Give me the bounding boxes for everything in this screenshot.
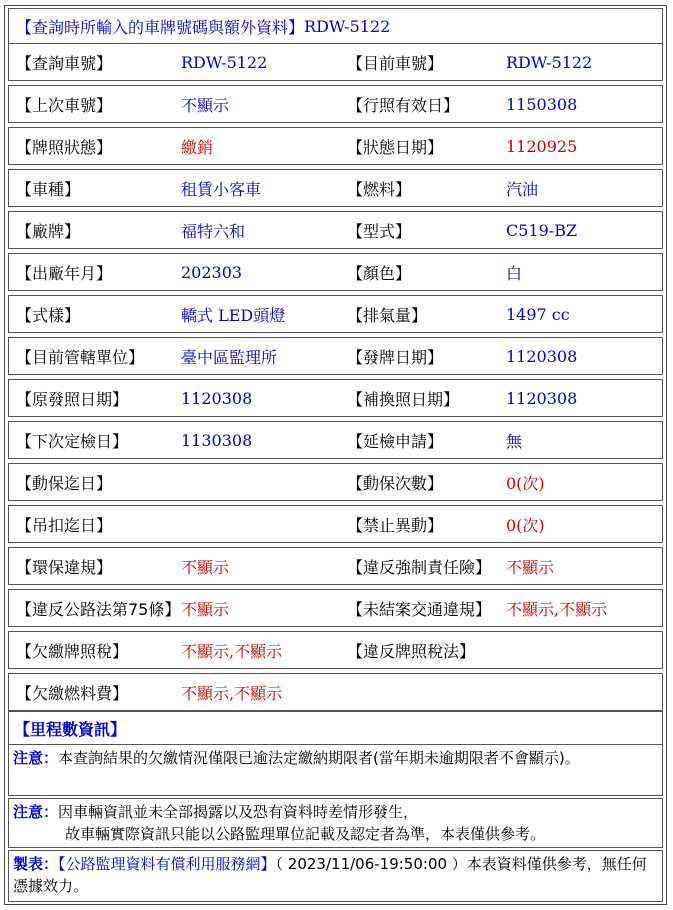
field-label: 【狀態日期】 [347, 137, 444, 157]
field-value: 福特六和 [181, 221, 246, 241]
field-label: 【延檢申請】 [347, 431, 444, 451]
field-value: 轎式 LED頭燈 [181, 305, 286, 325]
field-label: 【行照有效日】 [347, 95, 460, 115]
mileage-header: 【里程數資訊】 [14, 719, 127, 739]
field-label: 【牌照狀態】 [16, 137, 113, 157]
info-row [8, 589, 663, 627]
info-row [8, 631, 663, 669]
info-row [8, 673, 663, 711]
field-label: 【禁止異動】 [347, 515, 444, 535]
field-value: 1150308 [506, 94, 578, 114]
footer-text: （ 2023/11/06-19:50:00 ）本表資料僅供參考，無任何憑據效力。 [13, 855, 647, 895]
title-text [16, 9, 390, 43]
field-value: 不顯示,不顯示 [181, 683, 283, 703]
footer-source: 【公路監理資料有償利用服務網】 [58, 855, 276, 873]
field-label: 【違反公路法第75條】 [16, 599, 181, 619]
note-2-line2: 故車輛實際資訊只能以公路監理單位記載及認定者為準，本表僅供參考。 [65, 825, 546, 843]
field-label: 【式樣】 [16, 305, 81, 325]
info-row [8, 169, 663, 207]
field-label: 【違反牌照稅法】 [347, 641, 476, 661]
report-frame [4, 5, 667, 905]
info-row [8, 463, 663, 501]
info-row [8, 253, 663, 291]
field-value: 繳銷 [181, 137, 214, 157]
field-label: 【出廠年月】 [16, 263, 113, 283]
field-value: 0(次) [506, 473, 545, 493]
field-value: RDW-5122 [506, 52, 593, 72]
info-row [8, 43, 663, 81]
field-value: 0(次) [506, 515, 545, 535]
info-row [8, 85, 663, 123]
field-label: 【型式】 [347, 221, 412, 241]
field-value: 1130308 [181, 430, 253, 450]
field-label: 【未結案交通違規】 [347, 599, 492, 619]
info-row [8, 421, 663, 459]
note-2 [8, 798, 663, 848]
field-value: 1120308 [506, 346, 578, 366]
field-value: 不顯示 [181, 557, 230, 577]
mileage-header-row [8, 711, 663, 745]
field-label: 【環保違規】 [16, 557, 113, 577]
field-value: 不顯示 [506, 557, 555, 577]
field-label: 【動保次數】 [347, 473, 444, 493]
field-label: 【顏色】 [347, 263, 412, 283]
field-label: 【上次車號】 [16, 95, 113, 115]
field-value: RDW-5122 [181, 52, 268, 72]
field-value: 租賃小客車 [181, 179, 262, 199]
field-value: 不顯示,不顯示 [181, 641, 283, 661]
info-row [8, 337, 663, 375]
note-1-text: 本查詢結果的欠繳情況僅限已逾法定繳納期限者(當年期未逾期限者不會顯示)。 [58, 749, 580, 767]
footer-note [8, 850, 663, 902]
field-label: 【目前車號】 [347, 53, 444, 73]
note-1 [8, 744, 663, 796]
note-1-key: 注意： [13, 749, 59, 767]
field-label: 【欠繳燃料費】 [16, 683, 129, 703]
field-value: 202303 [181, 262, 243, 282]
title-plate: RDW-5122 [304, 16, 391, 36]
title-row [8, 8, 663, 44]
field-value: 不顯示 [181, 95, 230, 115]
note-2-key: 注意： [13, 803, 59, 821]
field-label: 【補換照日期】 [347, 389, 460, 409]
field-label: 【違反強制責任險】 [347, 557, 492, 577]
field-value: C519-BZ [506, 220, 578, 240]
info-row [8, 547, 663, 585]
field-label: 【車種】 [16, 179, 81, 199]
field-label: 【下次定檢日】 [16, 431, 129, 451]
field-label: 【目前管轄單位】 [16, 347, 145, 367]
info-row [8, 127, 663, 165]
field-label: 【燃料】 [347, 179, 412, 199]
field-value: 臺中區監理所 [181, 347, 278, 367]
field-label: 【欠繳牌照稅】 [16, 641, 129, 661]
field-label: 【吊扣迄日】 [16, 515, 113, 535]
note-2-line1: 因車輛資訊並未全部揭露以及恐有資料時差情形發生， [58, 803, 419, 821]
field-value: 1120308 [181, 388, 253, 408]
field-value: 汽油 [506, 179, 539, 199]
field-label: 【排氣量】 [347, 305, 428, 325]
field-value: 不顯示 [181, 599, 230, 619]
field-label: 【廠牌】 [16, 221, 81, 241]
info-row [8, 295, 663, 333]
field-value: 1497 cc [506, 304, 570, 324]
title-prefix: 【查詢時所輸入的車牌號碼與額外資料】 [16, 17, 305, 37]
field-value: 1120308 [506, 388, 578, 408]
field-value: 白 [506, 263, 523, 283]
info-row [8, 505, 663, 543]
field-value: 不顯示,不顯示 [506, 599, 608, 619]
field-label: 【原發照日期】 [16, 389, 129, 409]
footer-key: 製表： [13, 855, 59, 873]
field-value: 無 [506, 431, 523, 451]
info-row [8, 211, 663, 249]
field-label: 【查詢車號】 [16, 53, 113, 73]
info-row [8, 379, 663, 417]
field-value: 1120925 [506, 136, 578, 156]
field-label: 【發牌日期】 [347, 347, 444, 367]
field-label: 【動保迄日】 [16, 473, 113, 493]
